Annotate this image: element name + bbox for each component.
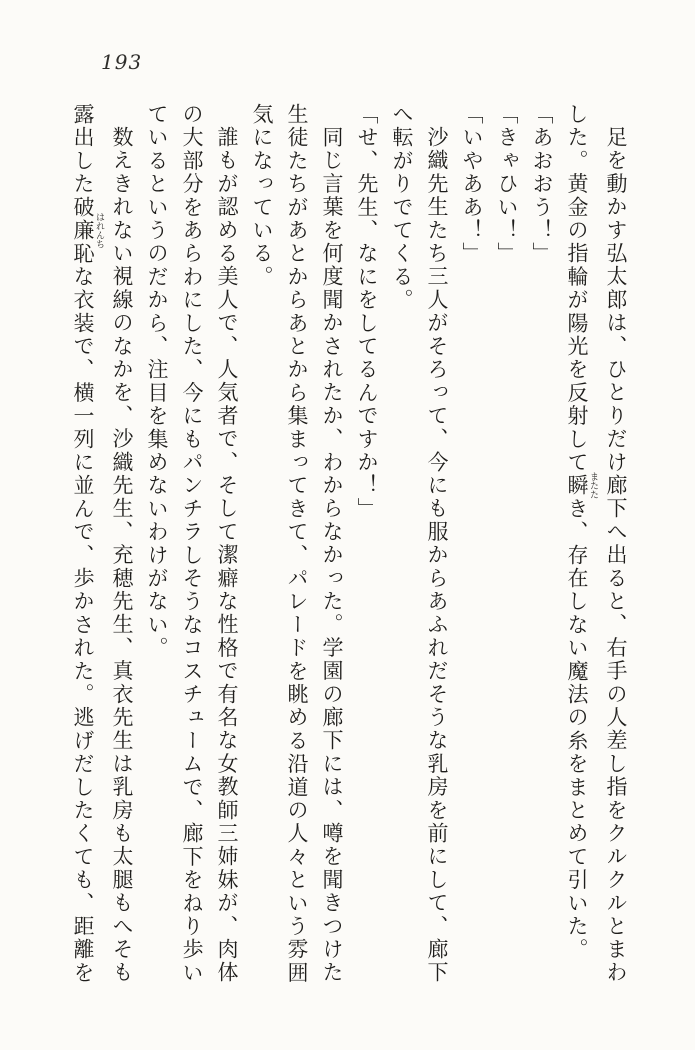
text-line: 沙織先生たち三人がそろって、今にも服からあふれだそうな乳房を前にして、廊下: [425, 126, 449, 985]
text-line: した。黄金の指輪が陽光を反射して瞬 またたき、存在しない魔法の糸をまとめて引いた。: [565, 103, 598, 962]
text-line: 「せ、先生、なにをしてるんですか！」: [355, 103, 379, 521]
page-number: 193: [101, 50, 143, 74]
text-block: [65, 103, 633, 995]
text-line: の大部分をあらわにした、今にもパンチラしそうなコスチュームで、廊下をねり歩い: [180, 103, 204, 985]
text-line: 「きゃひい！」: [495, 103, 519, 266]
text-line: 数えきれない視線のなかを、沙織先生、充穂先生、真衣先生は乳房も太腿もへそも: [110, 126, 134, 985]
text-line: 気になっている。: [250, 103, 274, 289]
text-line: へ転がりでてくる。: [390, 103, 414, 312]
text-line: 「あおおう！」: [530, 103, 554, 266]
text-line: 誰もが認める美人で、人気者で、そして潔癖な性格で有名な女教師三姉妹が、肉体: [215, 126, 239, 985]
text-line: 露出した破廉恥 はれんちな衣装で、横一列に並んで、歩かされた。逃げだしたくても、距離を: [71, 103, 104, 985]
text-line: 生徒たちがあとからあとから集まってきて、パレードを眺める沿道の人々という雰囲: [285, 103, 309, 985]
ruby-annotated-word: 破廉恥 はれんち: [71, 195, 104, 266]
text-line: 「いやああ！」: [460, 103, 484, 266]
text-line: 足を動かす弘太郎は、ひとりだけ廊下へ出ると、右手の人差し指をクルクルとまわ: [604, 126, 628, 985]
ruby-annotated-word: 瞬 またた: [565, 472, 598, 500]
text-line: 同じ言葉を何度聞かされたか、わからなかった。学園の廊下には、噂を聞きつけた: [320, 126, 344, 985]
text-line: ているというのだから、注目を集めないわけがない。: [145, 103, 169, 660]
